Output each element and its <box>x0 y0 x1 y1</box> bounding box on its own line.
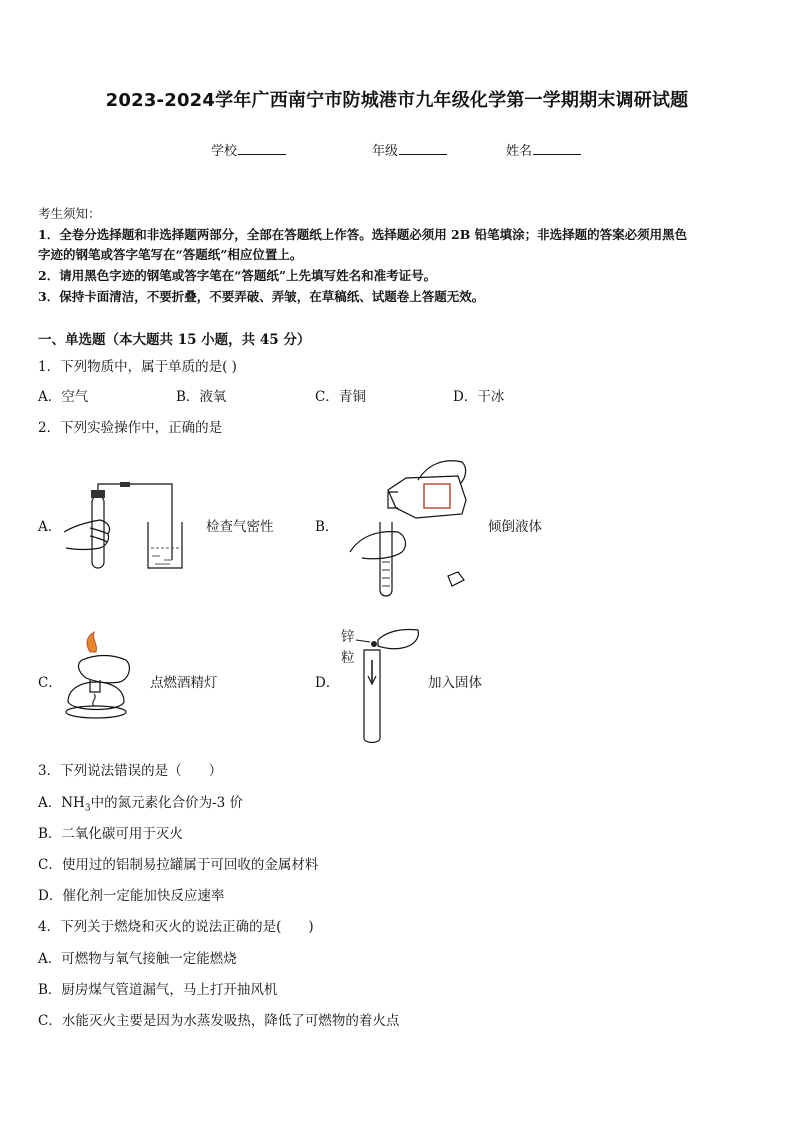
q3-option-a <box>38 791 243 814</box>
q2-option-a-letter: A． <box>38 519 62 535</box>
q2-option-d-letter: D． <box>315 675 340 691</box>
q1-option-d: D．干冰 <box>453 389 505 405</box>
q1-option-a: A．空气 <box>38 389 89 405</box>
school-field <box>211 140 286 159</box>
q2-option-b-caption: 倾倒液体 <box>488 519 542 535</box>
name-blank <box>533 142 581 155</box>
q3-option-a-pre: A．NH <box>38 795 85 811</box>
grade-label: 年级 <box>372 144 399 159</box>
q2-option-c-caption: 点燃酒精灯 <box>150 675 218 691</box>
q4-option-b: B．厨房煤气管道漏气，马上打开抽风机 <box>38 982 278 998</box>
pouring-liquid-illustration <box>340 452 480 602</box>
q1-stem: 1．下列物质中，属于单质的是( ) <box>38 359 237 375</box>
section-heading: 一、单选题（本大题共 15 小题，共 45 分） <box>38 332 311 348</box>
q3-option-a-sub: 3 <box>84 803 91 814</box>
q2-option-c-letter: C． <box>38 675 62 691</box>
notice-heading: 考生须知： <box>38 206 101 221</box>
q3-option-c: C．使用过的铝制易拉罐属于可回收的金属材料 <box>38 857 319 873</box>
zinc-label-2: 粒 <box>341 650 355 666</box>
q3-option-a-post: 中的氮元素化合价为-3 价 <box>90 795 244 811</box>
q3-stem: 3．下列说法错误的是（ ） <box>38 763 223 779</box>
q4-option-a: A．可燃物与氧气接触一定能燃烧 <box>38 951 237 967</box>
q1-option-c: C．青铜 <box>315 389 366 405</box>
school-blank <box>238 142 286 155</box>
name-label: 姓名 <box>506 144 533 159</box>
q4-stem: 4．下列关于燃烧和灭火的说法正确的是( ) <box>38 919 314 935</box>
q2-option-b-letter: B． <box>315 519 339 535</box>
notice-item-2: 2．请用黑色字迹的钢笔或答字笔在“答题纸”上先填写姓名和准考证号。 <box>38 268 437 283</box>
alcohol-lamp-illustration <box>60 632 150 724</box>
notice-item-3: 3．保持卡面清洁，不要折叠，不要弄破、弄皱，在草稿纸、试题卷上答题无效。 <box>38 289 485 304</box>
q1-option-b: B．液氧 <box>176 389 227 405</box>
name-field <box>506 140 581 159</box>
q3-option-d: D．催化剂一定能加快反应速率 <box>38 888 225 904</box>
q3-option-b: B．二氧化碳可用于灭火 <box>38 826 183 842</box>
grade-blank <box>399 142 447 155</box>
adding-solid-illustration <box>356 624 426 744</box>
page-title: 2023-2024学年广西南宁市防城港市九年级化学第一学期期末调研试题 <box>105 90 689 111</box>
school-label: 学校 <box>211 144 238 159</box>
grade-field <box>372 140 447 159</box>
notice-item-1-cont: 字迹的钢笔或答字笔写在“答题纸”相应位置上。 <box>38 247 303 262</box>
notice-item-1: 1．全卷分选择题和非选择题两部分，全部在答题纸上作答。选择题必须用 2B 铅笔填涂；非选择题的答案必须用黑色 <box>38 227 688 242</box>
q2-stem: 2．下列实验操作中，正确的是 <box>38 420 223 436</box>
zinc-label-1: 锌 <box>341 629 355 645</box>
q2-option-d-caption: 加入固体 <box>428 675 482 691</box>
q4-option-c: C．水能灭火主要是因为水蒸发吸热，降低了可燃物的着火点 <box>38 1013 400 1029</box>
airtightness-check-illustration <box>60 470 190 580</box>
q2-option-a-caption: 检查气密性 <box>206 519 274 535</box>
